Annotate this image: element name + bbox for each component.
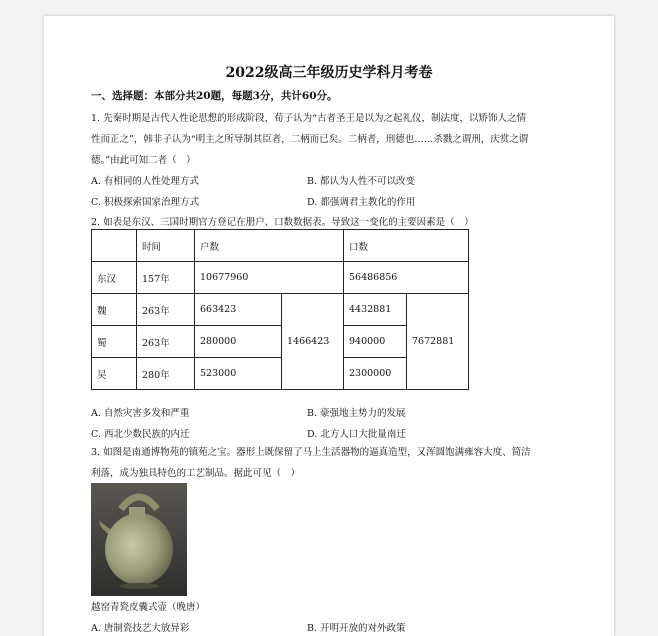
page-title: 2022级高三年级历史学科月考卷 bbox=[225, 65, 433, 81]
question-2-option-c: C. 西北少数民族的内迁 bbox=[91, 429, 190, 440]
table-header-cell: 口数 bbox=[344, 230, 469, 262]
question-1-line: 性而正之”，韩非子认为“明主之所导制其臣者，二柄而已矣。二柄者，刑德也……杀戮之谓刑，庆赏之谓 bbox=[91, 134, 529, 145]
question-2-option-b: B. 豪强地主势力的发展 bbox=[307, 408, 406, 419]
table-cell: 940000 bbox=[344, 326, 407, 358]
question-2-option-d: D. 北方人口大批量南迁 bbox=[307, 429, 406, 440]
table-cell: 157年 bbox=[137, 262, 195, 294]
table-cell: 10677960 bbox=[195, 262, 344, 294]
question-1-option-a: A. 有相同的人性处理方式 bbox=[91, 176, 199, 187]
question-1-line: 德。”由此可知二者（ ） bbox=[91, 155, 196, 166]
image-caption: 越窑青瓷皮囊式壶（晚唐） bbox=[91, 602, 206, 613]
document-page bbox=[44, 16, 614, 636]
table-cell-hu-total: 1466423 bbox=[282, 294, 344, 390]
table-cell: 2300000 bbox=[344, 358, 407, 390]
question-3-option-b: B. 开明开放的对外政策 bbox=[307, 623, 406, 634]
household-population-table bbox=[91, 229, 469, 390]
table-header-cell: 时间 bbox=[137, 230, 195, 262]
table-cell: 魏 bbox=[92, 294, 137, 326]
table-row bbox=[92, 262, 469, 294]
table-cell: 4432881 bbox=[344, 294, 407, 326]
table-cell: 263年 bbox=[137, 294, 195, 326]
table-cell: 蜀 bbox=[92, 326, 137, 358]
table-row bbox=[92, 294, 469, 326]
celadon-pot-image bbox=[91, 483, 187, 596]
question-1-option-c: C. 积极探索国家治理方式 bbox=[91, 197, 199, 208]
question-3-line: 利落，成为独具特色的工艺制品。据此可见（ ） bbox=[91, 468, 301, 479]
question-1-line: 1. 先秦时期是古代人性论思想的形成阶段，荀子认为“古者圣王是以为之起礼仪，制法度，以矫饰人之情 bbox=[91, 113, 526, 124]
table-cell: 523000 bbox=[195, 358, 282, 390]
table-cell: 280年 bbox=[137, 358, 195, 390]
table-header-cell: 户数 bbox=[195, 230, 344, 262]
table-cell: 280000 bbox=[195, 326, 282, 358]
question-2-stem: 2. 如表是东汉、三国时期官方登记在册户、口数数据表。导致这一变化的主要因素是（ ） bbox=[91, 217, 474, 228]
question-2-option-a: A. 自然灾害多发和严重 bbox=[91, 408, 190, 419]
question-1-option-b: B. 都认为人性不可以改变 bbox=[307, 176, 416, 187]
table-cell-kou-total: 7672881 bbox=[407, 294, 469, 390]
question-1-option-d: D. 都强调君主教化的作用 bbox=[307, 197, 416, 208]
table-cell: 56486856 bbox=[344, 262, 469, 294]
table-cell: 东汉 bbox=[92, 262, 137, 294]
question-3-stem bbox=[91, 442, 591, 484]
question-1-stem bbox=[91, 108, 591, 171]
question-3-line: 3. 如图是南通博物苑的镇苑之宝。器形上既保留了马上生活器物的逼真造型，又浑圆饱满雍容大度、简洁 bbox=[91, 447, 531, 458]
table-header-cell bbox=[92, 230, 137, 262]
table-cell: 吴 bbox=[92, 358, 137, 390]
table-cell: 263年 bbox=[137, 326, 195, 358]
question-3-option-a: A. 唐制瓷技艺大放异彩 bbox=[91, 623, 190, 634]
section-heading: 一、选择题：本部分共20题，每题3分，共计60分。 bbox=[91, 90, 338, 102]
celadon-pot-illustration bbox=[91, 483, 187, 596]
table-cell: 663423 bbox=[195, 294, 282, 326]
table-header-row bbox=[92, 230, 469, 262]
